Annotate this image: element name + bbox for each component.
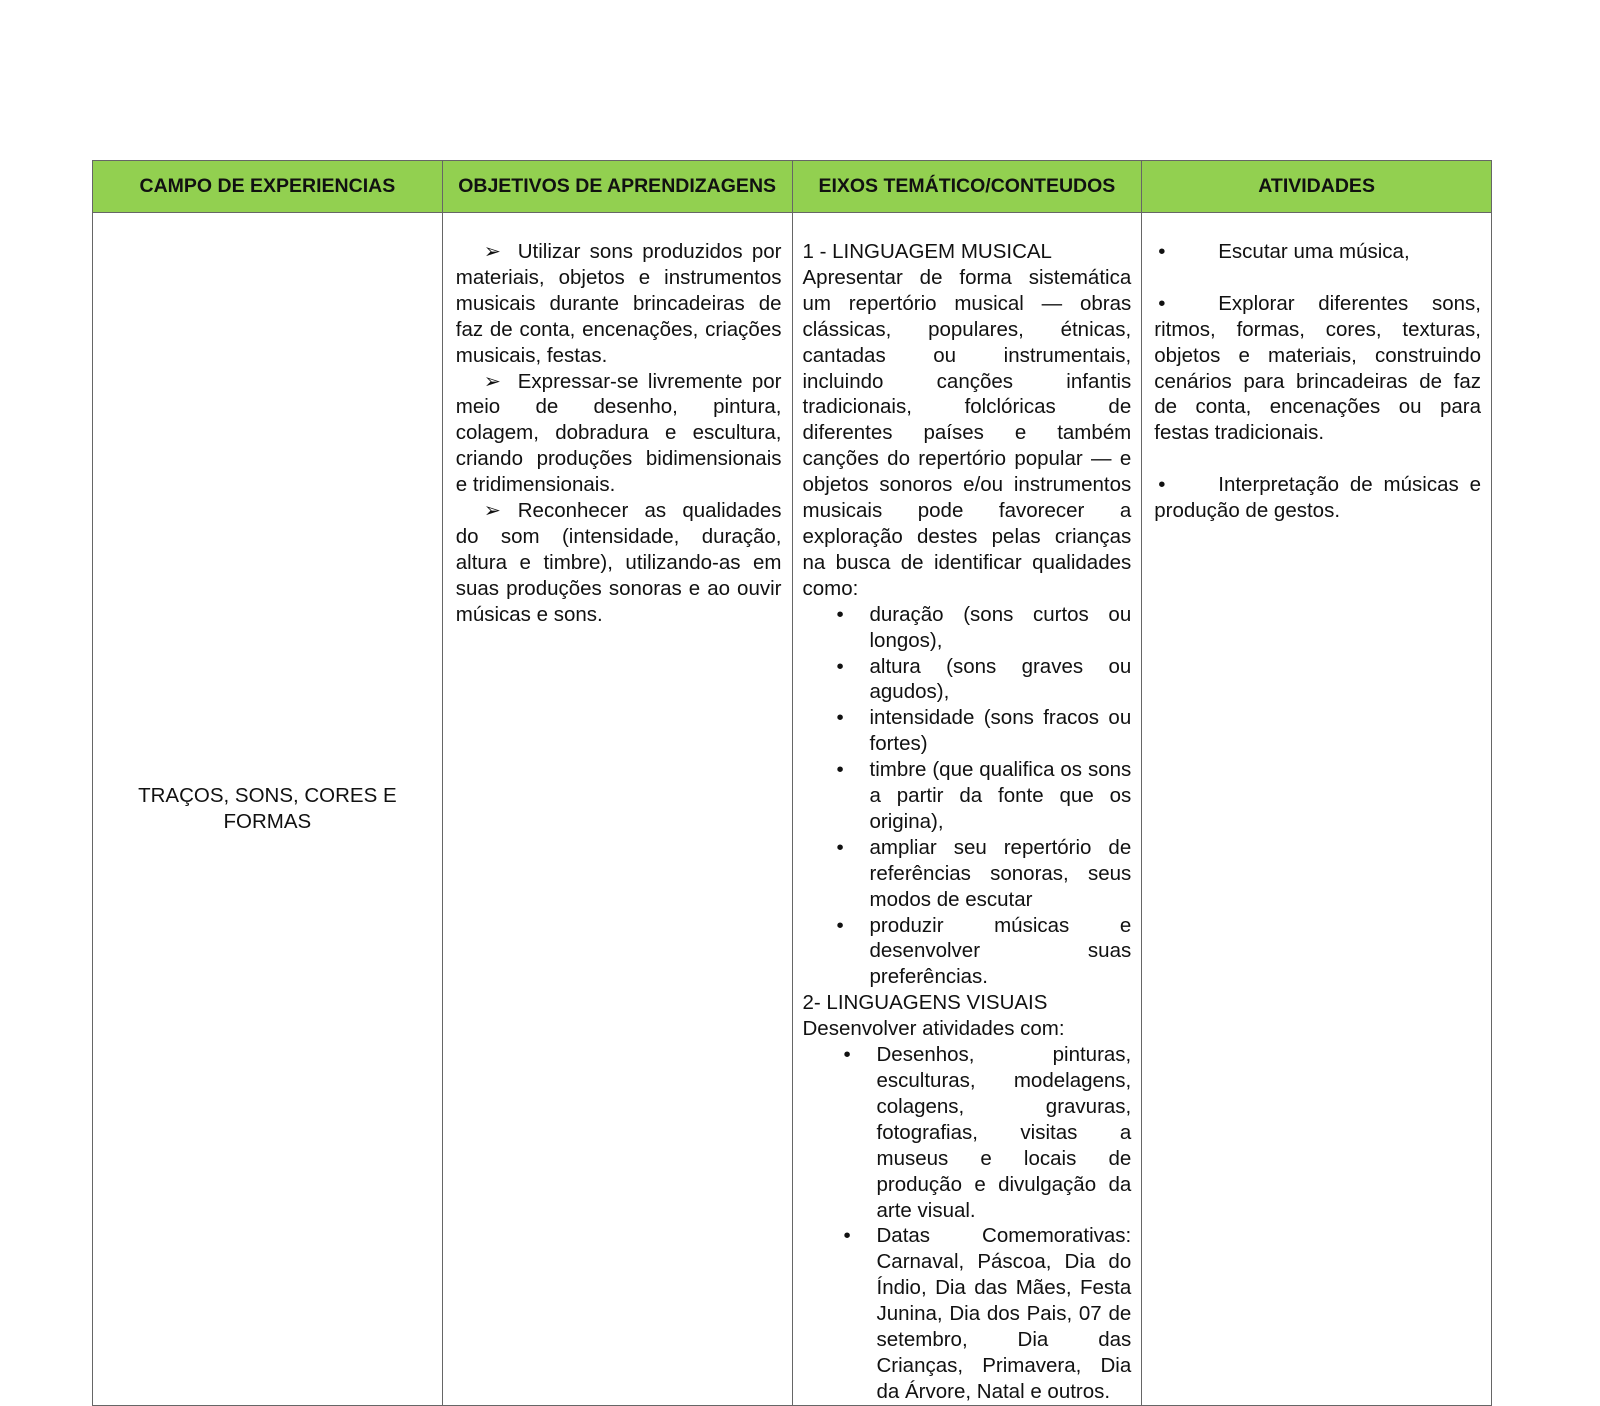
objetivo-item xyxy=(456,239,782,369)
atividade-text: Explorar diferentes sons, ritmos, formas, cores, texturas, objetos e materiais, construindo cenários para brincadeiras de faz de conta, encenações ou para festas tradicionais. xyxy=(1154,291,1481,445)
arrow-bullet-icon: ➢ xyxy=(483,369,501,393)
musical-title: 1 - LINGUAGEM MUSICAL xyxy=(802,240,1052,263)
bullet-icon: • xyxy=(843,1224,851,1248)
bullet-icon: • xyxy=(836,602,844,626)
atividade-item xyxy=(1154,239,1481,265)
visual-title: 2- LINGUAGENS VISUAIS xyxy=(802,991,1048,1015)
bullet-icon: • xyxy=(1158,240,1166,263)
visual-intro: Desenvolver atividades com: xyxy=(802,1017,1065,1041)
bullet-icon: • xyxy=(836,654,844,678)
objetivo-text: Expressar-se livremente por meio de desenho, pintura, colagem, dobradura e escultura, criando produções bidimensionais e tridimensionais. xyxy=(455,369,782,497)
list-item-text: duração (sons curtos ou longos), xyxy=(869,602,1132,652)
objetivo-item xyxy=(456,498,782,628)
list-item-text: intensidade (sons fracos ou fortes) xyxy=(869,706,1132,756)
list-item-text: Desenhos, pinturas, esculturas, modelagens, colagens, gravuras, fotografias, visitas a museus e locais de produção e divulgação da arte visual. xyxy=(876,1043,1132,1222)
bullet-icon: • xyxy=(836,913,844,937)
atividades-cell xyxy=(1142,213,1492,1406)
atividade-item xyxy=(1154,472,1481,524)
header-row xyxy=(93,161,1492,213)
curriculum-table xyxy=(92,160,1492,1406)
list-item-text: Datas Comemorativas: Carnaval, Páscoa, Dia do Índio, Dia das Mães, Festa Junina, Dia dos Pais, 07 de setembro, Dia das Crianças, Primavera, Dia da Árvore, Natal e outros. xyxy=(876,1224,1132,1403)
list-item xyxy=(803,1042,1132,1223)
list-item xyxy=(803,913,1132,991)
content-row xyxy=(93,213,1492,1406)
list-item-text: timbre (que qualifica os sons a partir da fonte que os origina), xyxy=(869,758,1132,833)
list-item-text: produzir músicas e desenvolver suas preferências. xyxy=(869,913,1132,989)
arrow-bullet-icon: ➢ xyxy=(483,240,501,263)
atividade-text: Escutar uma música, xyxy=(1218,240,1410,263)
bullet-icon: • xyxy=(836,835,844,859)
list-item xyxy=(803,705,1132,757)
musical-intro: Apresentar de forma sistemática um repertório musical — obras clássicas, populares, étnicas, cantadas ou instrumentais, incluindo canções infantis tradicionais, folclóricas de diferentes países e também canções do repertório popular — e objetos sonoros e/ou instrumentos musicais pode favorecer a exploração destes pelas crianças na busca de identificar qualidades como: xyxy=(802,265,1132,600)
campo-cell: TRAÇOS, SONS, CORES E FORMAS xyxy=(93,213,443,1406)
header-campo: CAMPO DE EXPERIENCIAS xyxy=(93,161,443,213)
arrow-bullet-icon: ➢ xyxy=(483,499,501,523)
objetivo-text: Reconhecer as qualidades do som (intensidade, duração, altura e timbre), utilizando-as em suas produções sonoras e ao ouvir músicas e sons. xyxy=(455,499,782,626)
atividade-text: Interpretação de músicas e produção de gestos. xyxy=(1154,473,1481,523)
bullet-icon: • xyxy=(1158,291,1166,315)
objetivo-item xyxy=(456,369,782,499)
list-item-text: altura (sons graves ou agudos), xyxy=(869,654,1132,704)
list-item xyxy=(803,835,1132,913)
bullet-icon: • xyxy=(843,1043,851,1067)
eixos-cell xyxy=(792,213,1142,1406)
list-item xyxy=(803,757,1132,835)
bullet-icon: • xyxy=(1158,473,1166,497)
bullet-icon: • xyxy=(836,706,844,730)
musical-list xyxy=(803,602,1132,991)
visual-list xyxy=(803,1042,1132,1405)
header-atividades: ATIVIDADES xyxy=(1142,161,1492,213)
header-eixos: EIXOS TEMÁTICO/CONTEUDOS xyxy=(792,161,1142,213)
objetivo-text: Utilizar sons produzidos por materiais, objetos e instrumentos musicais durante brincadeiras de faz de conta, encenações, criações musicais, festas. xyxy=(455,240,782,367)
list-item xyxy=(803,654,1132,706)
list-item-text: ampliar seu repertório de referências sonoras, seus modos de escutar xyxy=(869,835,1132,911)
objetivos-cell xyxy=(442,213,792,1406)
list-item xyxy=(803,602,1132,654)
header-objetivos: OBJETIVOS DE APRENDIZAGENS xyxy=(442,161,792,213)
bullet-icon: • xyxy=(836,758,844,782)
list-item xyxy=(803,1223,1132,1404)
atividade-item xyxy=(1154,291,1481,446)
